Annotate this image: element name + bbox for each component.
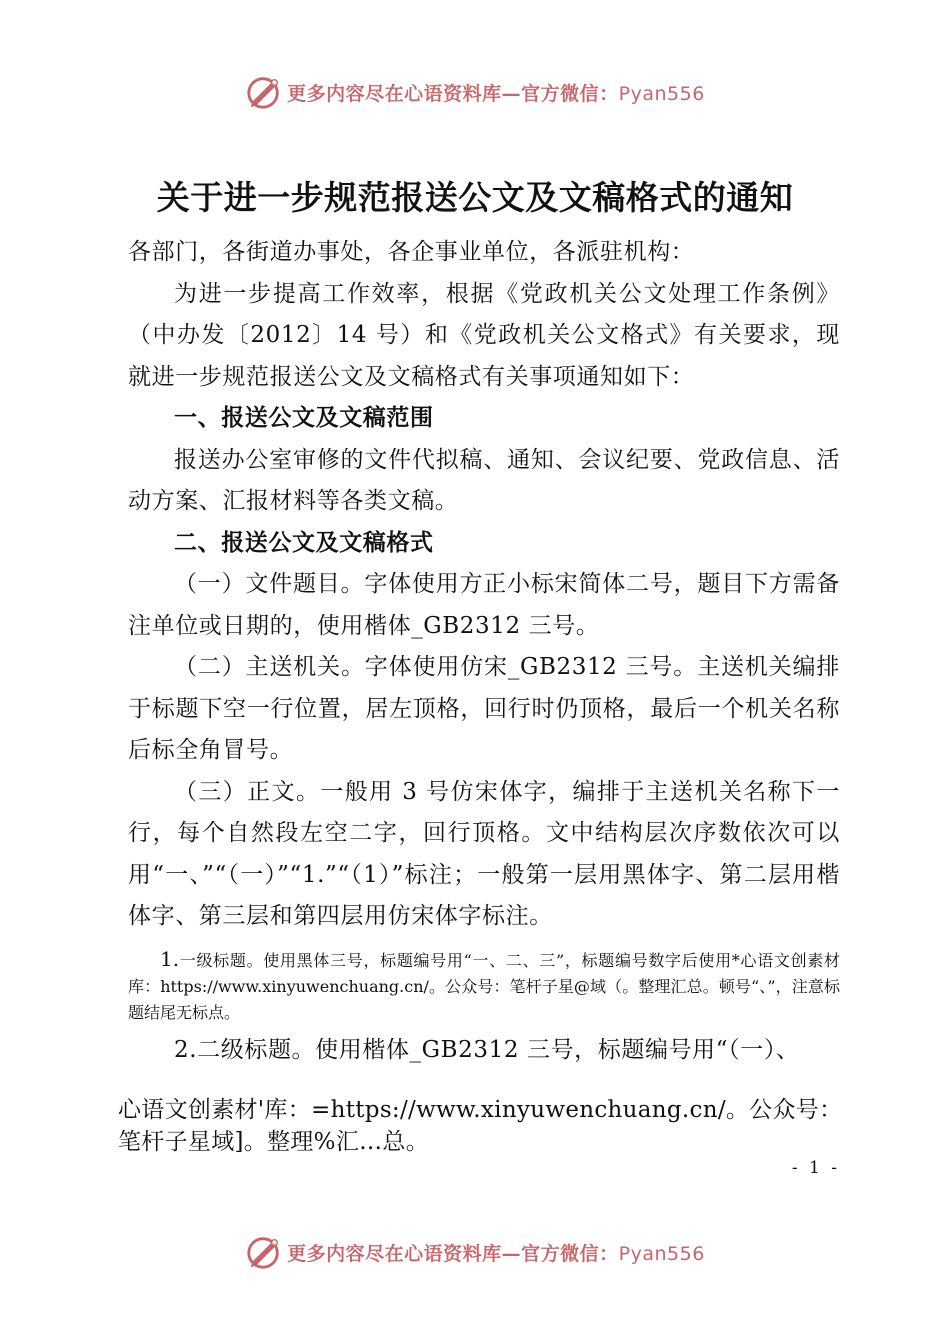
watermark-text: 更多内容尽在心语资料库—官方微信：Pyan556 <box>287 1242 705 1265</box>
watermark-text: 更多内容尽在心语资料库—官方微信：Pyan556 <box>287 82 705 105</box>
format-item-recipient: （二）主送机关。字体使用仿宋_GB2312 三号。主送机关编排于标题下空一行位置，居左顶格，回行时仍顶格，最后一个机关名称后标全角冒号。 <box>128 654 840 763</box>
format-item-title: （一）文件题目。字体使用方正小标宋简体二号，题目下方需备注单位或日期的，使用楷体_GB2312 三号。 <box>128 571 840 639</box>
recipients-line: 各部门，各街道办事处，各企事业单位，各派驻机构： <box>128 239 695 265</box>
document-title: 关于进一步规范报送公文及文稿格式的通知 <box>156 178 794 217</box>
pen-logo-icon <box>245 73 283 111</box>
intro-paragraph: 为进一步提高工作效率，根据《党政机关公文处理工作条例》（中办发〔2012〕14 号）和《党政机关公文格式》有关要求，现就进一步规范报送公文及文稿格式有关事项通知如下： <box>128 280 840 390</box>
page-number: - 1 - <box>791 1158 840 1178</box>
section-heading-scope: 一、报送公文及文稿范围 <box>174 405 434 431</box>
watermark-top <box>0 72 950 112</box>
format-item-body: （三）正文。一般用 3 号仿宋体字，编排于主送机关名称下一行，每个自然段左空二字，回行顶格。文中结构层次序数依次可以用“一、”“（一）”“1.”“（1）”标注；一般第一层用黑体字、第二层用楷体字、第三层和第四层用仿宋体字标注。 <box>128 778 840 929</box>
subitem-level1-heading: 1.一级标题。使用黑体三号，标题编号用“一、二、三”，标题编号数字后使用*心语文创素材库：https://www.xinyuwenchuang.cn/。公众号：笔杆子星@域（。整理汇总。顿号“、”，注意标题结尾无标点。 <box>128 946 840 1022</box>
subitem-level2-heading: 2.二级标题。使用楷体_GB2312 三号，标题编号用“（一）、 <box>174 1036 800 1063</box>
footer-note: 心语文创素材'库：=https://www.xinyuwenchuang.cn/。公众号：笔杆子星域]。整理%汇…总。 <box>118 1097 843 1155</box>
section-heading-format: 二、报送公文及文稿格式 <box>174 529 434 556</box>
watermark-bottom <box>0 1232 950 1272</box>
document-body <box>128 232 840 1071</box>
scope-paragraph: 报送办公室审修的文件代拟稿、通知、会议纪要、党政信息、活动方案、汇报材料等各类文稿。 <box>128 446 840 514</box>
pen-logo-icon <box>245 1233 283 1271</box>
